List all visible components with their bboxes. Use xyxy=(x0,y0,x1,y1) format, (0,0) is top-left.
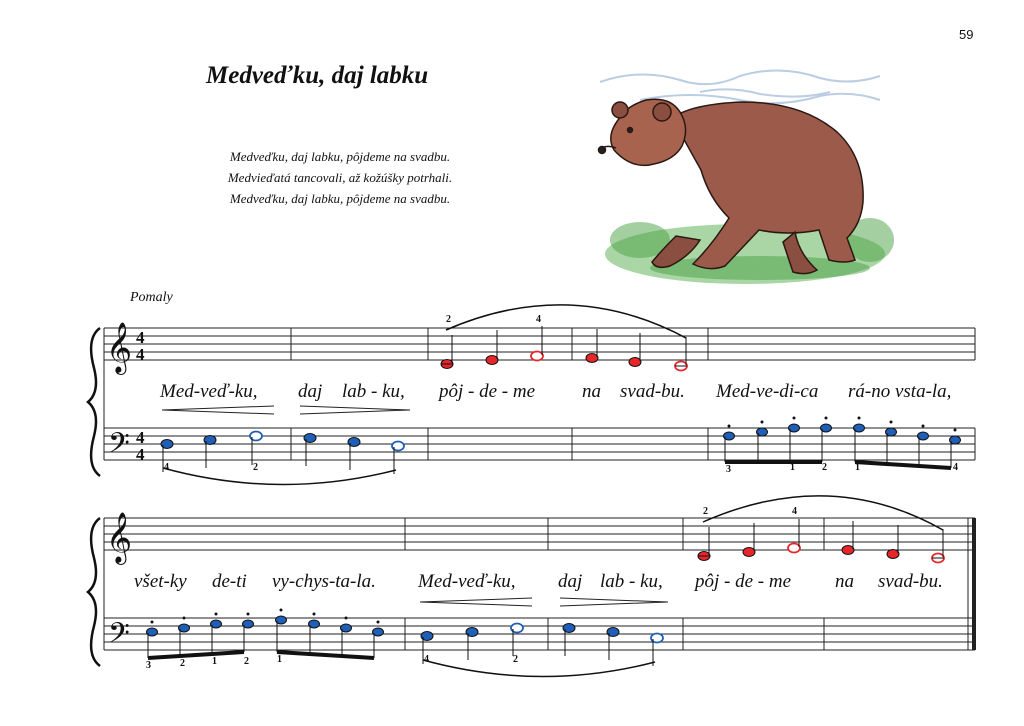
fingering: 3 xyxy=(146,660,151,671)
fingering: 2 xyxy=(513,654,518,665)
lyric: daj xyxy=(298,381,323,402)
treble-clef: 𝄞 xyxy=(106,322,133,373)
bass-notes xyxy=(421,624,663,667)
slur-bass xyxy=(423,660,655,677)
lyric: rá-no vsta-la, xyxy=(848,381,952,402)
lyric: de-ti xyxy=(212,571,247,592)
svg-text:4: 4 xyxy=(136,345,145,364)
bass-staff xyxy=(104,618,975,650)
fingering: 1 xyxy=(855,462,860,473)
lyric: všet-ky xyxy=(134,571,187,592)
fingering: 2 xyxy=(703,506,708,517)
svg-text:4: 4 xyxy=(136,428,145,447)
dynamic-hairpins xyxy=(162,406,410,414)
bass-staff xyxy=(104,428,975,460)
system-2 xyxy=(88,496,975,677)
bass-eighth-notes xyxy=(724,424,961,468)
fingering: 2 xyxy=(180,658,185,669)
fingering: 2 xyxy=(244,656,249,667)
lyric: lab - ku, xyxy=(600,571,663,592)
treble-notes xyxy=(441,326,687,371)
grand-staff-brace xyxy=(88,518,100,666)
bass-clef: 𝄢 xyxy=(108,617,130,657)
bass-clef: 𝄢 xyxy=(108,427,130,467)
fingering: 4 xyxy=(792,506,797,517)
fingering: 4 xyxy=(424,654,429,665)
lyric: Med-veď-ku, xyxy=(418,571,516,592)
staccato-dots xyxy=(151,609,380,624)
lyric: pôj - de - me xyxy=(439,381,536,402)
lyric: vy-chys-ta-la. xyxy=(272,571,376,592)
verse-line: Medvieďatá tancovali, až kožúšky potrhali. xyxy=(227,170,453,185)
fingering: 2 xyxy=(446,314,451,325)
bass-eighth-notes xyxy=(147,616,384,658)
dynamic-hairpins xyxy=(420,598,668,606)
treble-clef: 𝄞 xyxy=(106,512,133,563)
svg-text:4: 4 xyxy=(136,445,145,464)
lyric: svad-bu. xyxy=(620,381,685,402)
slur-treble xyxy=(703,496,943,530)
slur-treble xyxy=(446,305,686,338)
svg-text:4: 4 xyxy=(136,328,145,347)
page-number: 59 xyxy=(959,27,974,42)
fingering: 1 xyxy=(212,656,217,667)
treble-staff xyxy=(104,518,975,550)
fingering: 2 xyxy=(822,462,827,473)
lyric: na xyxy=(582,381,601,402)
lyric: Med-ve-di-ca xyxy=(716,381,819,402)
fingering: 3 xyxy=(726,464,731,475)
tempo-marking: Pomaly xyxy=(130,290,173,305)
fingering: 1 xyxy=(277,654,282,665)
system-1 xyxy=(88,305,975,485)
slur-bass xyxy=(163,468,396,485)
lyric: na xyxy=(835,571,854,592)
verse-line: Medveďku, daj labku, pôjdeme na svadbu. xyxy=(229,191,451,206)
lyric: lab - ku, xyxy=(342,381,405,402)
fingering: 2 xyxy=(253,462,258,473)
lyric: pôj - de - me xyxy=(695,571,792,592)
fingering: 4 xyxy=(164,462,169,473)
lyric: Med-veď-ku, xyxy=(160,381,258,402)
song-title: Medveďku, daj labku xyxy=(206,62,429,89)
lyric: svad-bu. xyxy=(878,571,943,592)
fingering: 4 xyxy=(536,314,541,325)
fingering: 1 xyxy=(790,462,795,473)
time-signature xyxy=(136,328,145,464)
fingering: 4 xyxy=(953,462,958,473)
lyric: daj xyxy=(558,571,583,592)
verse-line: Medveďku, daj labku, pôjdeme na svadbu. xyxy=(229,149,451,164)
grand-staff-brace xyxy=(88,328,100,476)
bass-notes xyxy=(161,432,404,475)
